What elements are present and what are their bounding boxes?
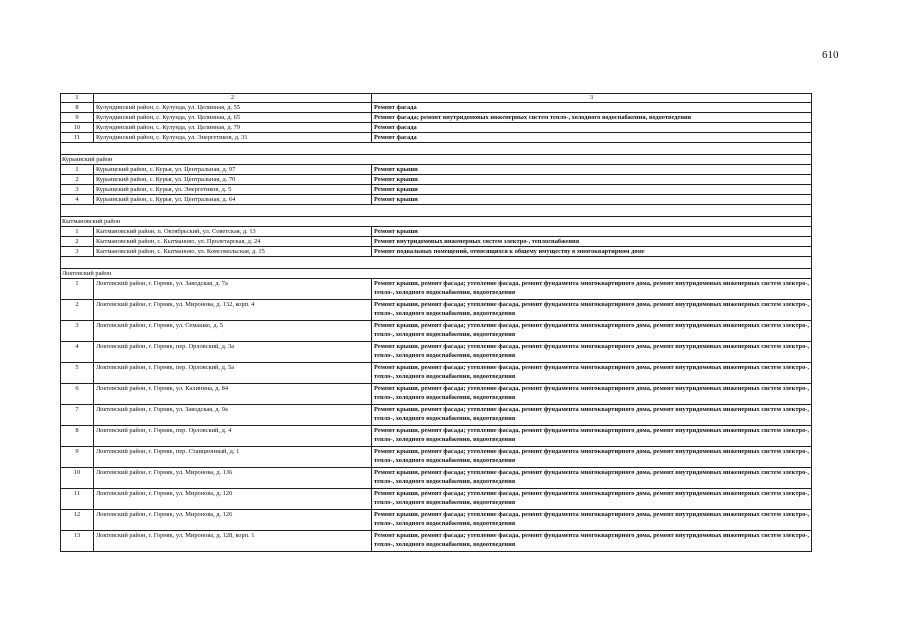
row-number: 3	[61, 185, 94, 195]
section-spacer	[61, 205, 812, 217]
row-work-type: Ремонт крыши	[372, 227, 812, 237]
district-heading-row	[61, 217, 812, 227]
table-row	[61, 363, 812, 384]
row-work-type: Ремонт фасада; ремонт внутридомовых инженерных систем тепло-, холодного водоснабжения, водоотведения	[372, 113, 812, 123]
row-number: 12	[61, 510, 94, 531]
row-work-type: Ремонт крыши, ремонт фасада; утепление фасада, ремонт фундамента многоквартирного дома, ремонт внутридомовых инженерных систем электро-, тепло-, холодного водоснабжения, водоотведения	[372, 468, 812, 489]
header-col-3: 3	[372, 94, 812, 103]
row-work-type: Ремонт фасада	[372, 123, 812, 133]
row-number: 7	[61, 405, 94, 426]
table-row	[61, 321, 812, 342]
row-address: Локтевский район, г. Горняк, пер. Станционный, д. 1	[94, 447, 372, 468]
table-header-row	[61, 94, 812, 103]
table-row	[61, 133, 812, 143]
spacer-cell	[61, 257, 812, 269]
row-work-type: Ремонт крыши, ремонт фасада; утепление фасада, ремонт фундамента многоквартирного дома, ремонт внутридомовых инженерных систем электро-, тепло-, холодного водоснабжения, водоотведения	[372, 426, 812, 447]
row-address: Локтевский район, г. Горняк, ул. Миронова, д. 126	[94, 510, 372, 531]
row-address: Локтевский район, г. Горняк, ул. Миронова, д. 136	[94, 468, 372, 489]
row-work-type: Ремонт крыши, ремонт фасада; утепление фасада, ремонт фундамента многоквартирного дома, ремонт внутридомовых инженерных систем электро-, тепло-, холодного водоснабжения, водоотведения	[372, 384, 812, 405]
row-number: 13	[61, 531, 94, 552]
row-address: Курьинский район, с. Курья, ул. Центральная, д. 64	[94, 195, 372, 205]
table-row	[61, 342, 812, 363]
row-work-type: Ремонт фасада	[372, 103, 812, 113]
row-address: Кытмановский район, п. Октябрьский, ул. Советская, д. 13	[94, 227, 372, 237]
row-work-type: Ремонт крыши, ремонт фасада; утепление фасада, ремонт фундамента многоквартирного дома, ремонт внутридомовых инженерных систем электро-, тепло-, холодного водоснабжения, водоотведения	[372, 489, 812, 510]
table-row	[61, 237, 812, 247]
table-row	[61, 123, 812, 133]
row-address: Локтевский район, г. Горняк, пер. Орловский, д. 4	[94, 426, 372, 447]
table-row	[61, 103, 812, 113]
row-address: Локтевский район, г. Горняк, ул. Заводская, д. 7а	[94, 279, 372, 300]
row-number: 5	[61, 363, 94, 384]
row-number: 1	[61, 279, 94, 300]
row-number: 2	[61, 237, 94, 247]
row-number: 8	[61, 103, 94, 113]
row-number: 2	[61, 300, 94, 321]
table-row	[61, 113, 812, 123]
row-work-type: Ремонт крыши	[372, 195, 812, 205]
row-address: Кытмановский район, с. Кытманово, ул. Комсомольская, д. 15	[94, 247, 372, 257]
table-row	[61, 175, 812, 185]
row-work-type: Ремонт подвальных помещений, относящихся к общему имуществу в многоквартирном доме	[372, 247, 812, 257]
table-row	[61, 247, 812, 257]
row-number: 3	[61, 247, 94, 257]
row-address: Локтевский район, г. Горняк, ул. Миронова, д. 128, корп. 1	[94, 531, 372, 552]
row-address: Кулундинский район, с. Кулунда, ул. Целинная, д. 65	[94, 113, 372, 123]
row-address: Локтевский район, г. Горняк, пер. Орловский, д. 5а	[94, 363, 372, 384]
row-number: 4	[61, 195, 94, 205]
row-number: 11	[61, 133, 94, 143]
row-work-type: Ремонт крыши, ремонт фасада; утепление фасада, ремонт фундамента многоквартирного дома, ремонт внутридомовых инженерных систем электро-, тепло-, холодного водоснабжения, водоотведения	[372, 342, 812, 363]
table-row	[61, 227, 812, 237]
row-address: Локтевский район, г. Горняк, ул. Заводская, д. 9а	[94, 405, 372, 426]
row-number: 11	[61, 489, 94, 510]
spacer-cell	[61, 143, 812, 155]
row-number: 6	[61, 384, 94, 405]
table-row	[61, 195, 812, 205]
row-number: 9	[61, 447, 94, 468]
row-number: 3	[61, 321, 94, 342]
table-row	[61, 531, 812, 552]
row-work-type: Ремонт крыши, ремонт фасада; утепление фасада, ремонт фундамента многоквартирного дома, ремонт внутридомовых инженерных систем электро-, тепло-, холодного водоснабжения, водоотведения	[372, 447, 812, 468]
table-row	[61, 185, 812, 195]
row-address: Локтевский район, г. Горняк, ул. Семашко, д. 5	[94, 321, 372, 342]
spacer-cell	[61, 205, 812, 217]
row-number: 1	[61, 227, 94, 237]
row-address: Курьинский район, с. Курья, ул. Энергетиков, д. 5	[94, 185, 372, 195]
row-address: Кытмановский район, с. Кытманово, ул. Пролетарская, д. 24	[94, 237, 372, 247]
row-number: 9	[61, 113, 94, 123]
row-work-type: Ремонт крыши	[372, 165, 812, 175]
row-number: 10	[61, 468, 94, 489]
page-number: 610	[822, 49, 839, 61]
row-work-type: Ремонт крыши, ремонт фасада; утепление фасада, ремонт фундамента многоквартирного дома, ремонт внутридомовых инженерных систем электро-, тепло-, холодного водоснабжения, водоотведения	[372, 279, 812, 300]
table-row	[61, 489, 812, 510]
row-work-type: Ремонт крыши, ремонт фасада; утепление фасада, ремонт фундамента многоквартирного дома, ремонт внутридомовых инженерных систем электро-, тепло-, холодного водоснабжения, водоотведения	[372, 405, 812, 426]
row-work-type: Ремонт крыши, ремонт фасада; утепление фасада, ремонт фундамента многоквартирного дома, ремонт внутридомовых инженерных систем электро-, тепло-, холодного водоснабжения, водоотведения	[372, 363, 812, 384]
table-row	[61, 279, 812, 300]
table-row	[61, 405, 812, 426]
row-address: Кулундинский район, с. Кулунда, ул. Энергетиков, д. 31	[94, 133, 372, 143]
row-number: 1	[61, 165, 94, 175]
row-work-type: Ремонт крыши, ремонт фасада; утепление фасада, ремонт фундамента многоквартирного дома, ремонт внутридомовых инженерных систем электро-, тепло-, холодного водоснабжения, водоотведения	[372, 531, 812, 552]
row-work-type: Ремонт фасада	[372, 133, 812, 143]
row-address: Курьинский район, с. Курья, ул. Центральная, д. 70	[94, 175, 372, 185]
header-col-2: 2	[94, 94, 372, 103]
district-heading: Локтевский район	[61, 269, 812, 279]
district-heading: Кытмановский район	[61, 217, 812, 227]
table-row	[61, 300, 812, 321]
row-number: 4	[61, 342, 94, 363]
header-col-1: 1	[61, 94, 94, 103]
row-address: Локтевский район, г. Горняк, ул. Миронова, д. 120	[94, 489, 372, 510]
row-number: 2	[61, 175, 94, 185]
district-heading-row	[61, 155, 812, 165]
row-work-type: Ремонт внутридомовых инженерных систем электро-, теплоснабжения	[372, 237, 812, 247]
table-body	[61, 94, 812, 552]
row-work-type: Ремонт крыши, ремонт фасада; утепление фасада, ремонт фундамента многоквартирного дома, ремонт внутридомовых инженерных систем электро-, тепло-, холодного водоснабжения, водоотведения	[372, 300, 812, 321]
row-address: Локтевский район, г. Горняк, ул. Миронова, д. 132, корп. 4	[94, 300, 372, 321]
row-number: 10	[61, 123, 94, 133]
table-row	[61, 510, 812, 531]
row-address: Локтевский район, г. Горняк, пер. Орловский, д. 3а	[94, 342, 372, 363]
section-spacer	[61, 143, 812, 155]
table-row	[61, 384, 812, 405]
row-address: Кулундинский район, с. Кулунда, ул. Целинная, д. 79	[94, 123, 372, 133]
row-work-type: Ремонт крыши	[372, 175, 812, 185]
row-work-type: Ремонт крыши, ремонт фасада; утепление фасада, ремонт фундамента многоквартирного дома, ремонт внутридомовых инженерных систем электро-, тепло-, холодного водоснабжения, водоотведения	[372, 321, 812, 342]
table-row	[61, 468, 812, 489]
row-work-type: Ремонт крыши	[372, 185, 812, 195]
row-number: 8	[61, 426, 94, 447]
table-row	[61, 447, 812, 468]
table-row	[61, 426, 812, 447]
row-address: Локтевский район, г. Горняк, ул. Калинина, д. 84	[94, 384, 372, 405]
row-work-type: Ремонт крыши, ремонт фасада; утепление фасада, ремонт фундамента многоквартирного дома, ремонт внутридомовых инженерных систем электро-, тепло-, холодного водоснабжения, водоотведения	[372, 510, 812, 531]
row-address: Курьинский район, с. Курья, ул. Центральная, д. 97	[94, 165, 372, 175]
row-address: Кулундинский район, с. Кулунда, ул. Целинная, д. 55	[94, 103, 372, 113]
district-heading: Курьинский район	[61, 155, 812, 165]
section-spacer	[61, 257, 812, 269]
table-row	[61, 165, 812, 175]
repair-table	[60, 93, 812, 552]
district-heading-row	[61, 269, 812, 279]
